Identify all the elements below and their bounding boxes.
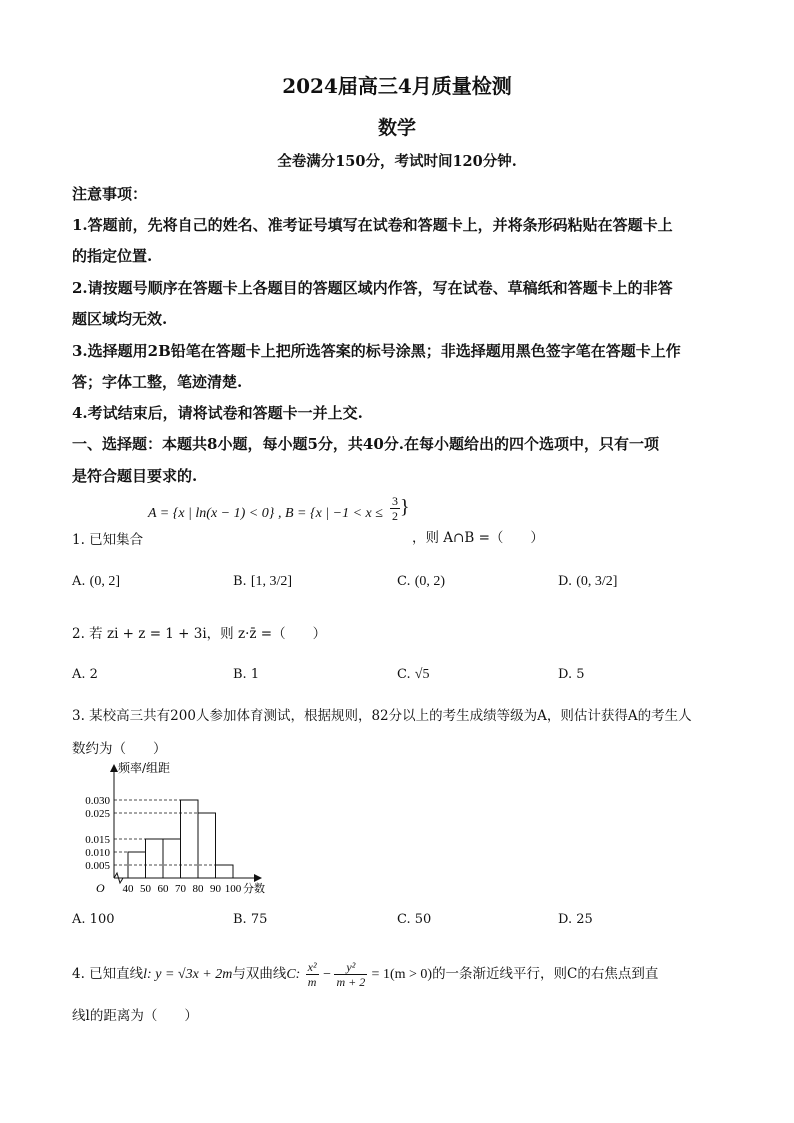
page-title: 2024届高三4月质量检测 (282, 74, 512, 98)
q3-option-d (558, 912, 593, 927)
option-label: B. (233, 574, 247, 589)
x-tick-label: 40 (122, 883, 134, 895)
y-axis-label: 频率/组距 (118, 761, 171, 775)
option-text: (0, 2] (89, 574, 120, 589)
q3-option-b (233, 912, 267, 927)
q1-set-b-fraction: $\frac{3}{2}$ } (392, 494, 410, 523)
option-text: 75 (250, 912, 268, 927)
y-tick-label: 0.015 (85, 834, 110, 846)
notice-line: 答；字体工整，笔迹清楚. (72, 373, 243, 391)
subject-title: 数学 (377, 117, 416, 139)
section-heading-cont: 是符合题目要求的. (72, 467, 198, 485)
x-tick-label: 60 (157, 883, 169, 895)
x-tick-label: 90 (210, 883, 221, 895)
notice-line: 3.选择题用2B铅笔在答题卡上把所选答案的标号涂黑；非选择题用黑色签字笔在答题卡上作 (72, 342, 681, 360)
option-text: 25 (576, 912, 593, 927)
histogram-bar (146, 839, 164, 878)
x-axis-label: 分数 (243, 882, 265, 895)
q1-suffix: ，则 A∩B =（ ） (412, 530, 544, 546)
x-tick-label: 80 (192, 883, 204, 895)
q4-hyperbola-label: C: (286, 967, 301, 982)
histogram-bar (198, 813, 216, 878)
q1-frac-den: 2 (392, 509, 398, 523)
x-tick-label: 100 (224, 883, 242, 895)
y-tick-label: 0.010 (85, 847, 110, 859)
histogram-bar (216, 865, 234, 878)
q4-prefix: 4. 已知直线 (72, 966, 144, 982)
q4-frac1-num: x² (307, 960, 317, 974)
option-label: B. (233, 912, 247, 927)
y-tick-label: 0.030 (85, 795, 110, 807)
option-text: (0, 2) (414, 574, 446, 589)
notice-line: 1.答题前，先将自己的姓名、准考证号填写在试卷和答题卡上，并将条形码粘贴在答题卡上 (72, 216, 673, 234)
q4-line2: 线l的距离为（ ） (72, 1008, 198, 1024)
option-label: D. (558, 667, 573, 682)
notice-line: 2.请按题号顺序在答题卡上各题目的答题区域内作答，写在试卷、草稿纸和答题卡上的非答 (72, 279, 673, 297)
x-tick-label: 50 (140, 883, 151, 895)
option-label: A. (72, 667, 86, 682)
q1-frac-num: 3 (392, 494, 398, 508)
option-text: 100 (89, 912, 115, 927)
q3-option-c (397, 912, 431, 927)
option-text: [1, 3/2] (250, 574, 293, 589)
option-label: B. (233, 667, 247, 682)
q1-option-d (558, 574, 617, 590)
q4-hyperbola-rhs: = 1(m > 0) (371, 967, 433, 982)
q4-line1: 4. 已知直线l: y = √3x + 2m与双曲线C: $\frac{\text{x²}}{m}$ − $\frac{\text{y²}}{m + 2}$ = 1(m > 0)的一条渐近线平行，则C的右焦点到直 (72, 960, 659, 989)
notice-line: 4.考试结束后，请将试卷和答题卡一并上交. (72, 404, 363, 422)
option-text: √5 (414, 667, 430, 682)
q1-option-a (72, 574, 120, 590)
q4-line1-suffix: 的一条渐近线平行，则C的右焦点到直 (432, 966, 659, 982)
option-label: D. (558, 912, 573, 927)
q1-prefix: 1. 已知集合 (72, 532, 144, 548)
y-tick-label: 0.005 (85, 860, 110, 872)
notice-line: 的指定位置. (72, 247, 153, 265)
histogram-bar (181, 800, 199, 878)
q3-stem-line2: 数约为（ ） (72, 741, 167, 757)
q2-option-a (72, 667, 98, 682)
exam-info: 全卷满分150分，考试时间120分钟. (277, 153, 517, 170)
option-label: D. (558, 574, 573, 589)
q2-option-c (397, 667, 429, 683)
option-text: 1 (250, 667, 260, 682)
option-text: 5 (576, 667, 585, 682)
notice-heading: 注意事项： (72, 185, 148, 203)
histogram-bar (163, 839, 181, 878)
q4-mid: 与双曲线 (232, 966, 287, 982)
option-label: C. (397, 912, 411, 927)
q4-frac1-den: m (307, 975, 317, 989)
q3-option-a (72, 912, 115, 927)
frequency-histogram (70, 760, 300, 900)
option-label: A. (72, 574, 86, 589)
q1-set-a: A = {x | ln(x − 1) < 0} (148, 506, 275, 521)
q2-option-b (233, 667, 259, 682)
q1-option-c (397, 574, 445, 590)
option-label: A. (72, 912, 86, 927)
q4-frac2-den: m + 2 (336, 975, 366, 989)
q1-option-b (233, 574, 292, 590)
q4-frac2-num: y² (334, 960, 367, 975)
origin-label: O (96, 881, 105, 895)
q2-option-d (558, 667, 585, 682)
section-heading: 一、选择题：本题共8小题，每小题5分，共40分.在每小题给出的四个选项中，只有一项 (72, 435, 659, 453)
q3-stem-line1: 3. 某校高三共有200人参加体育测试，根据规则，82分以上的考生成绩等级为A，则估计获得A的考生人 (72, 708, 692, 724)
q2-stem: 2. 若 zi + z = 1 + 3i，则 z·z̄ =（ ） (72, 626, 327, 642)
x-tick-label: 70 (175, 883, 186, 895)
option-text: 50 (414, 912, 432, 927)
notice-line: 题区域均无效. (72, 310, 168, 328)
y-tick-label: 0.025 (85, 808, 110, 820)
option-label: C. (397, 667, 411, 682)
option-label: C. (397, 574, 411, 589)
q1-set-b: , B = {x | −1 < x ≤ (278, 506, 383, 521)
option-text: (0, 3/2] (576, 574, 618, 589)
q4-line-eq: l: y = √3x + 2m (143, 967, 233, 982)
option-text: 2 (89, 667, 98, 682)
